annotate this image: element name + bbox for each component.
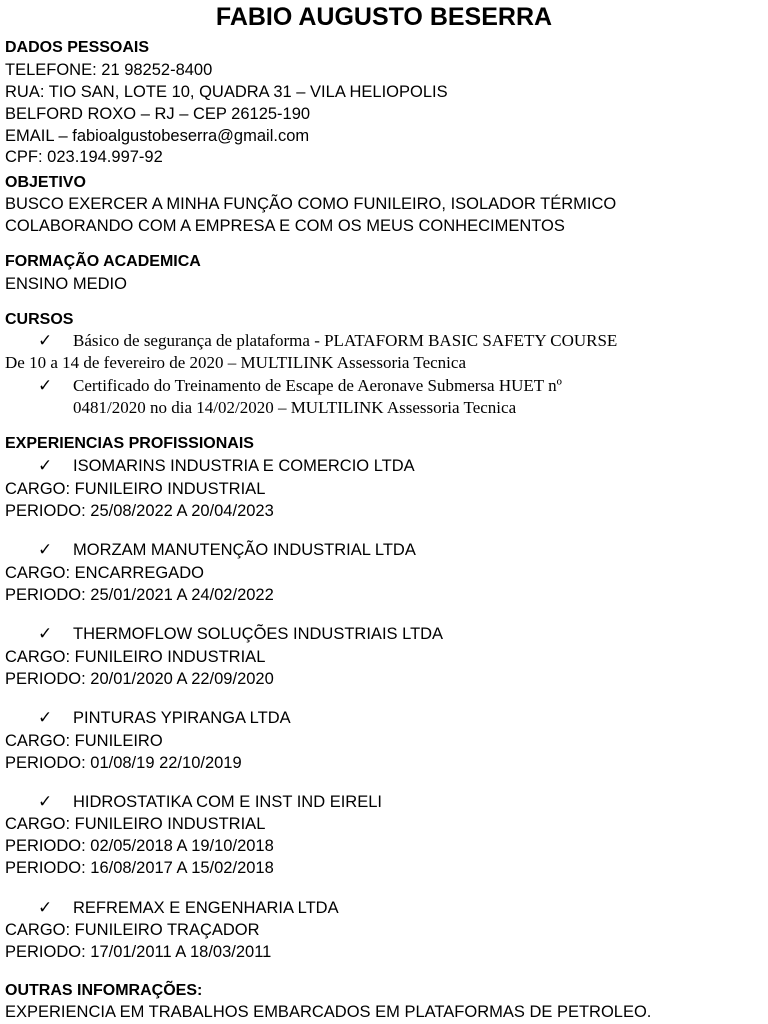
check-icon: ✓: [38, 898, 53, 917]
city-address: BELFORD ROXO – RJ – CEP 26125-190: [5, 105, 311, 123]
job-role: CARGO: FUNILEIRO INDUSTRIAL: [5, 480, 266, 498]
street-address: RUA: TIO SAN, LOTE 10, QUADRA 31 – VILA HELIOPOLIS: [5, 83, 448, 101]
check-icon: ✓: [38, 376, 53, 395]
education-level: ENSINO MEDIO: [5, 275, 127, 293]
job-period: PERIODO: 01/08/19 22/10/2019: [5, 754, 242, 772]
check-icon: ✓: [38, 540, 53, 559]
course-1-line-2: De 10 a 14 de fevereiro de 2020 – MULTILINK Assessoria Tecnica: [5, 353, 466, 372]
job-period: PERIODO: 17/01/2011 A 18/03/2011: [5, 943, 272, 961]
job-company: THERMOFLOW SOLUÇÕES INDUSTRIAIS LTDA: [73, 625, 444, 643]
cpf: CPF: 023.194.997-92: [5, 148, 163, 166]
phone: TELEFONE: 21 98252-8400: [5, 61, 213, 79]
job-period: PERIODO: 25/01/2021 A 24/02/2022: [5, 586, 274, 604]
job-period: PERIODO: 20/01/2020 A 22/09/2020: [5, 670, 274, 688]
check-icon: ✓: [38, 331, 53, 350]
objective-line-1: BUSCO EXERCER A MINHA FUNÇÃO COMO FUNILEIRO, ISOLADOR TÉRMICO: [5, 195, 617, 213]
course-2-line-1: Certificado do Treinamento de Escape de Aeronave Submersa HUET nº: [73, 376, 562, 395]
courses-heading: CURSOS: [5, 311, 74, 328]
job-role: CARGO: FUNILEIRO INDUSTRIAL: [5, 815, 266, 833]
check-icon: ✓: [38, 456, 53, 475]
job-company: REFREMAX E ENGENHARIA LTDA: [73, 899, 339, 917]
personal-heading: DADOS PESSOAIS: [5, 39, 150, 56]
check-icon: ✓: [38, 792, 53, 811]
job-period: PERIODO: 02/05/2018 A 19/10/2018: [5, 837, 274, 855]
check-icon: ✓: [38, 708, 53, 727]
job-period: PERIODO: 25/08/2022 A 20/04/2023: [5, 502, 274, 520]
job-role: CARGO: FUNILEIRO: [5, 732, 163, 750]
resume-name: FABIO AUGUSTO BESERRA: [215, 3, 553, 31]
job-company: ISOMARINS INDUSTRIA E COMERCIO LTDA: [73, 457, 415, 475]
other-text: EXPERIENCIA EM TRABALHOS EMBARCADOS EM PLATAFORMAS DE PETROLEO.: [5, 1003, 652, 1021]
education-heading: FORMAÇÃO ACADEMICA: [5, 253, 201, 270]
job-company: HIDROSTATIKA COM E INST IND EIRELI: [73, 793, 382, 811]
course-2-line-2: 0481/2020 no dia 14/02/2020 – MULTILINK Assessoria Tecnica: [73, 398, 517, 417]
email: EMAIL – fabioalgustobeserra@gmail.com: [5, 127, 310, 145]
job-role: CARGO: ENCARREGADO: [5, 564, 204, 582]
objective-heading: OBJETIVO: [5, 174, 86, 191]
experience-heading: EXPERIENCIAS PROFISSIONAIS: [5, 435, 254, 452]
job-company: MORZAM MANUTENÇÃO INDUSTRIAL LTDA: [73, 541, 416, 559]
job-role: CARGO: FUNILEIRO INDUSTRIAL: [5, 648, 266, 666]
job-role: CARGO: FUNILEIRO TRAÇADOR: [5, 921, 260, 939]
objective-line-2: COLABORANDO COM A EMPRESA E COM OS MEUS CONHECIMENTOS: [5, 217, 565, 235]
job-period: PERIODO: 16/08/2017 A 15/02/2018: [5, 859, 274, 877]
other-heading: OUTRAS INFOMRAÇÕES:: [5, 982, 203, 999]
job-company: PINTURAS YPIRANGA LTDA: [73, 709, 291, 727]
course-1-line-1: Básico de segurança de plataforma - PLATAFORM BASIC SAFETY COURSE: [73, 331, 618, 350]
check-icon: ✓: [38, 624, 53, 643]
